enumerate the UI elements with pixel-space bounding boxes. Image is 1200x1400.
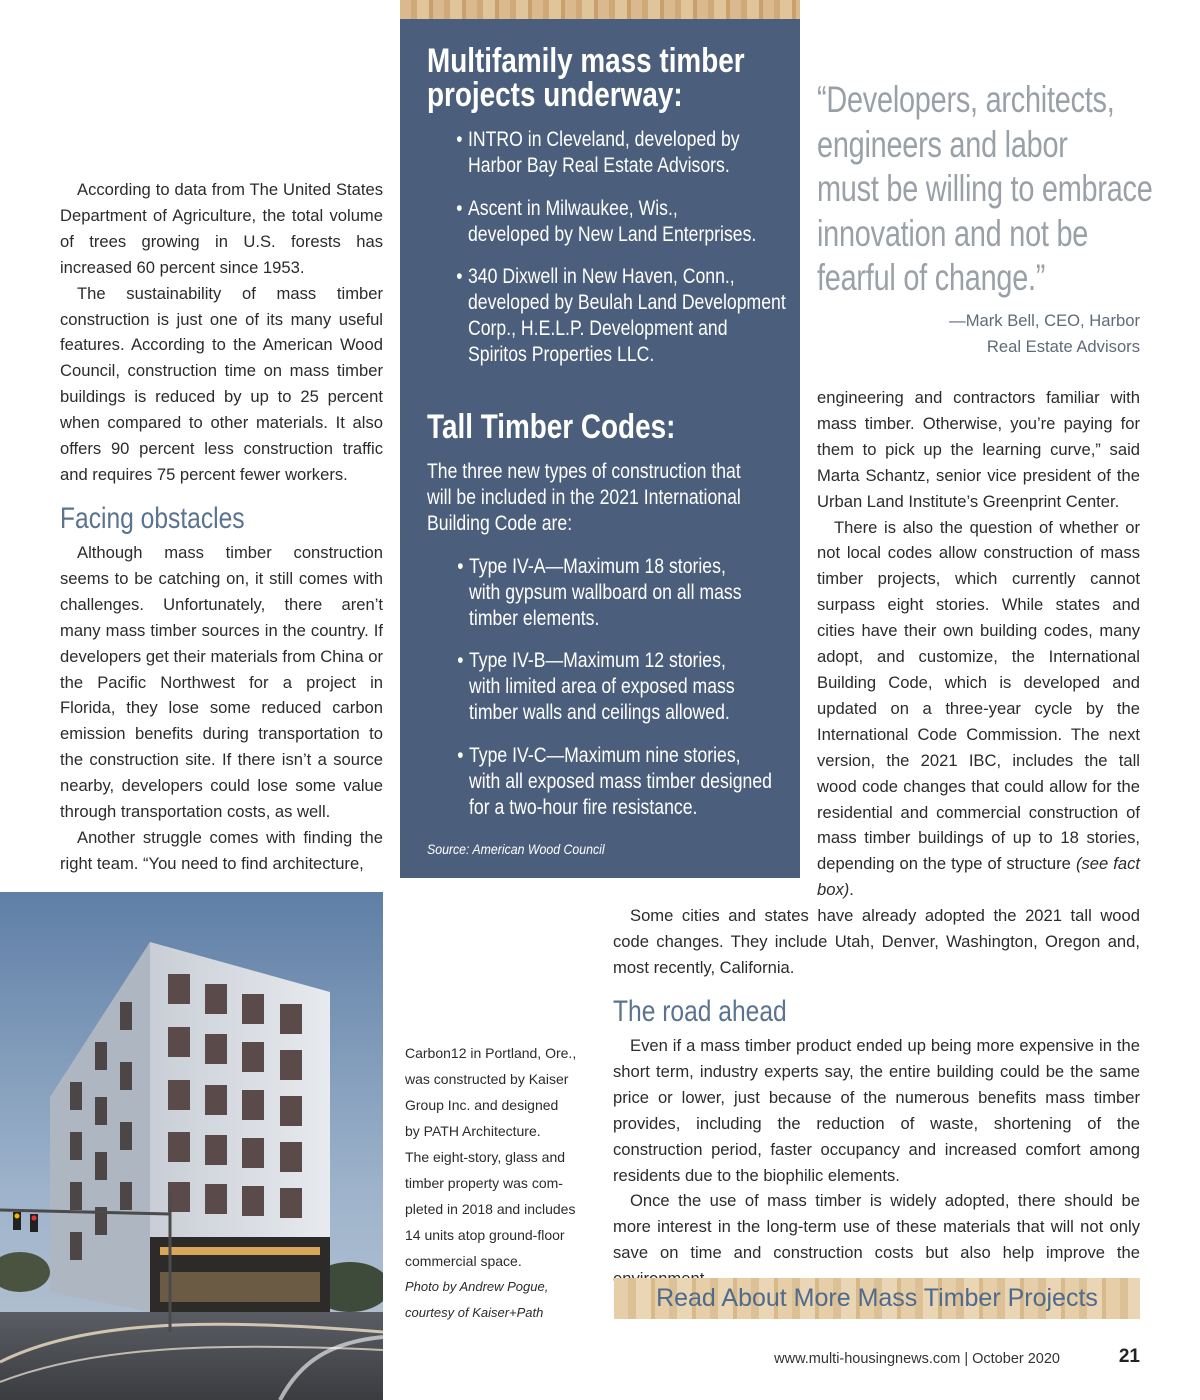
building-photo — [0, 892, 383, 1400]
left-paragraph-2: The sustainability of mass timber construction is just one of its many useful features. According to the American Wood Council, construction time on mass timber buildings is reduced by up to 25 percent when compared to other materials. It also offers 90 percent less construction traffic and requires 75 percent fewer workers. — [60, 283, 383, 484]
photo-caption: Carbon12 in Portland, Ore., was constructed by Kaiser Group Inc. and designed by PATH Architecture. The eight-story, glass and timber property was com- pleted in 2018 and includes 14 units atop ground-floor commercial space. Photo by Andrew Pogue, courtesy of Kaiser+Path — [405, 1040, 595, 1326]
factbox-title-1a: Multifamily mass timber — [427, 42, 745, 80]
heading-facing-obstacles: Facing obstacles — [60, 502, 245, 535]
lower-paragraph-3: Once the use of mass timber is widely adopted, there should be more interest in the long-term use of these materials that will not only save on time and construction costs but also help improve the — [613, 1191, 1140, 1263]
factbox-title-1b: projects underway: — [427, 76, 683, 114]
lower-paragraph-1: Some cities and states have already adopted the 2021 tall wood code changes. They include Utah, Denver, Washington, Oregon and, most recently, California. — [613, 906, 1140, 977]
photo-credit: Photo by Andrew Pogue, — [405, 1279, 549, 1294]
page-number: 21 — [1118, 1346, 1140, 1367]
read-more-link[interactable]: Read About More Mass Timber Projects — [614, 1278, 1140, 1319]
code-item: • Type IV-B—Maximum 12 stories, with limited area of exposed mass timber walls and ceilings allowed. — [457, 649, 735, 724]
pull-quote: “Developers, architects, engineers and labor must be willing to embrace innovation and not be fearful of change.” — [817, 79, 1153, 298]
code-item: • Type IV-C—Maximum nine stories, with all exposed mass timber designed for a two-hour fire resistance. — [457, 744, 772, 819]
factbox-title-2: Tall Timber Codes: — [427, 408, 676, 446]
codes-intro: The three new types of construction that will be included in the 2021 International Building Code are: — [427, 460, 741, 535]
wood-texture-strip — [400, 0, 800, 19]
project-item: • INTRO in Cleveland, developed by Harbor Bay Real Estate Advisors. — [456, 128, 740, 177]
left-paragraph-1: According to data from The United States Department of Agriculture, the total volume of trees growing in U.S. forests has increased 60 percent since 1953. — [60, 180, 383, 277]
left-paragraph-3: Although mass timber construction seems to be catching on, it still comes with challenges. Unfortunately, there aren’t many mass timber sources in the country. If developers get their materials from China or the Pacific Northwest for a project in Florida, they lose some reduced carbon emission benefits during transportation to the construction site. If there isn’t a source nearby, developers could lose some value through transportation costs, as well. — [60, 543, 383, 822]
right-paragraph-1: engineering and contractors familiar with mass timber. Otherwise, you’re paying for them to pick up the learning curve,” said Marta Schantz, senior vice president of the Urban Land Institute’s Greenprint Center. — [817, 388, 1140, 511]
fact-box — [400, 19, 800, 878]
heading-road-ahead: The road ahead — [613, 995, 787, 1028]
footer-url-date: www.multi-housingnews.com | October 2020 — [774, 1351, 1060, 1367]
code-item: • Type IV-A—Maximum 18 stories, with gypsum wallboard on all mass timber elements. — [457, 555, 742, 630]
left-column — [60, 177, 383, 488]
right-paragraph-2: There is also the question of whether or not local codes allow construction of mass timber projects, which currently cannot surpass eight stories. While states and cities have their own building codes, many adopt, and customize, the International Building Code, which is developed and updated on a three-year cycle by the International Code Commission. The next version, the 2021 IBC, includes the tall wood code changes that could allow for the residential and commercial construction of mass timber buildings of up to 18 stories, depending on the type of structure (see fact box). — [817, 517, 1140, 900]
lower-right-column-2 — [613, 1033, 1140, 1292]
right-column — [817, 385, 1140, 903]
photo-credit: courtesy of Kaiser+Path — [405, 1305, 544, 1320]
left-paragraph-4: Another struggle comes with finding the right team. “You need to find architecture, — [60, 827, 383, 873]
left-column-2 — [60, 540, 383, 877]
lower-paragraph-2: Even if a mass timber product ended up being more expensive in the short term, industry experts say, the entire building could be the same price or lower, just because of the numerous benefits mass timber provides, including the reduction of waste, shortening of the construction period, faster occupancy and increased comfort among residents due to the biophilic elements. — [613, 1036, 1140, 1185]
project-item: • 340 Dixwell in New Haven, Conn., developed by Beulah Land Development Corp., H.E.L.P. Development and Spiritos Properties LLC. — [456, 265, 786, 366]
project-item: • Ascent in Milwaukee, Wis., developed by New Land Enterprises. — [456, 197, 757, 246]
lower-right-column — [613, 903, 1140, 981]
factbox-source: Source: American Wood Council — [427, 841, 605, 857]
quote-attribution: —Mark Bell, CEO, Harbor Real Estate Advisors — [949, 311, 1140, 356]
